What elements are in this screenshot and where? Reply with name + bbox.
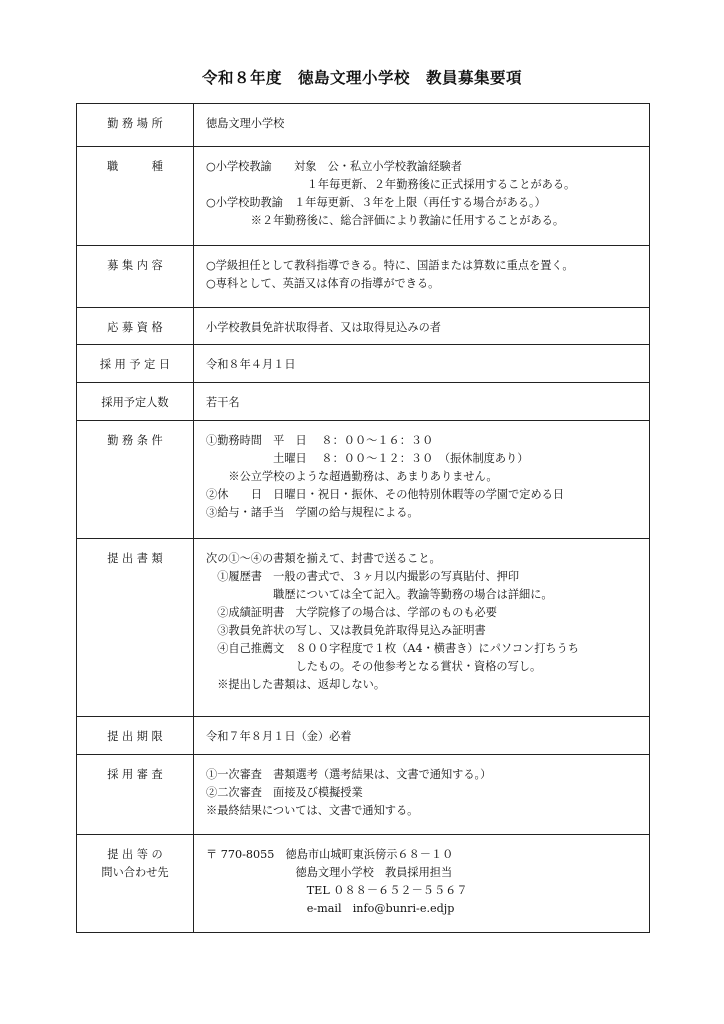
position-line: ○小学校教諭 対象 公・私立小学校教諭経験者 (206, 160, 462, 173)
conditions-line: 土曜日 ８：００～１２：３０ （振休制度あり） (206, 452, 529, 465)
screening-line: ※最終結果については、文書で通知する。 (206, 804, 419, 817)
documents-line: 次の①～④の書類を揃えて、封書で送ること。 (206, 552, 441, 565)
documents-line: ②成績証明書 大学院修了の場合は、学部のものも必要 (206, 606, 497, 619)
contact-label-line: 提 出 等 の (107, 848, 163, 861)
workplace-label: 勤 務 場 所 (77, 104, 194, 147)
content-line: ○専科として、英語又は体育の指導ができる。 (206, 277, 440, 290)
deadline-value: 令和７年８月１日（金）必着 (194, 717, 650, 755)
page-title: 令和８年度 徳島文理小学校 教員募集要項 (201, 69, 522, 87)
headcount-label: 採用予定人数 (77, 383, 194, 421)
row-conditions (77, 421, 650, 539)
documents-line: ①履歴書 一般の書式で、３ヶ月以内撮影の写真貼付、押印 (206, 570, 520, 583)
screening-value (194, 755, 650, 835)
content-value (194, 246, 650, 308)
position-line: ※２年勤務後に、総合評価により教諭に任用することがある。 (206, 214, 565, 227)
content-label: 募 集 内 容 (77, 246, 194, 308)
documents-line: 職歴については全て記入。教諭等勤務の場合は詳細に。 (206, 588, 553, 601)
conditions-line: ③給与・諸手当 学園の給与規程による。 (206, 506, 419, 519)
workplace-value: 徳島文理小学校 (194, 104, 650, 147)
contact-line: 〒 770-8055 徳島市山城町東浜傍示６８－１０ (206, 848, 454, 861)
row-position (77, 147, 650, 246)
contact-label-line: 問い合わせ先 (101, 866, 169, 879)
start-date-value: 令和８年４月１日 (194, 345, 650, 383)
row-documents (77, 539, 650, 717)
conditions-label: 勤 務 条 件 (77, 421, 194, 539)
contact-value (194, 835, 650, 933)
row-headcount (77, 383, 650, 421)
position-label: 職 種 (77, 147, 194, 246)
contact-line: e-mail info@bunri-e.edjp (206, 902, 455, 915)
conditions-value (194, 421, 650, 539)
contact-label (77, 835, 194, 933)
documents-line: ※提出した書類は、返却しない。 (206, 678, 386, 691)
contact-line: TEL ０８８－６５２－５５６７ (206, 884, 468, 897)
headcount-value: 若干名 (194, 383, 650, 421)
row-deadline (77, 717, 650, 755)
deadline-label: 提 出 期 限 (77, 717, 194, 755)
row-qualification (77, 308, 650, 345)
documents-line: ④自己推薦文 ８００字程度で１枚（A4・横書き）にパソコン打ちうち (206, 642, 579, 655)
conditions-line: ②休 日 日曜日・祝日・振休、その他特別休暇等の学園で定める日 (206, 488, 565, 501)
row-screening (77, 755, 650, 835)
position-value (194, 147, 650, 246)
screening-line: ②二次審査 面接及び模擬授業 (206, 786, 363, 799)
position-line: １年毎更新、２年勤務後に正式採用することがある。 (206, 178, 576, 191)
start-date-label: 採 用 予 定 日 (77, 345, 194, 383)
screening-label: 採 用 審 査 (77, 755, 194, 835)
row-workplace (77, 104, 650, 147)
recruitment-table (76, 103, 650, 933)
content-line: ○学級担任として教科指導できる。特に、国語または算数に重点を置く。 (206, 259, 574, 272)
conditions-line: ①勤務時間 平 日 ８：００～１６：３０ (206, 434, 434, 447)
contact-line: 徳島文理小学校 教員採用担当 (206, 866, 453, 879)
documents-line: したもの。その他参考となる賞状・資格の写し。 (206, 660, 542, 673)
row-content (77, 246, 650, 308)
position-line: ○小学校助教諭 １年毎更新、３年を上限（再任する場合がある。） (206, 196, 546, 209)
documents-value (194, 539, 650, 717)
qualification-value: 小学校教員免許状取得者、又は取得見込みの者 (194, 308, 650, 345)
conditions-line: ※公立学校のような超過勤務は、あまりありません。 (206, 470, 498, 483)
row-contact (77, 835, 650, 933)
screening-line: ①一次審査 書類選考（選考結果は、文書で通知する。） (206, 768, 492, 781)
row-start-date (77, 345, 650, 383)
documents-line: ③教員免許状の写し、又は教員免許取得見込み証明書 (206, 624, 486, 637)
documents-label: 提 出 書 類 (77, 539, 194, 717)
qualification-label: 応 募 資 格 (77, 308, 194, 345)
